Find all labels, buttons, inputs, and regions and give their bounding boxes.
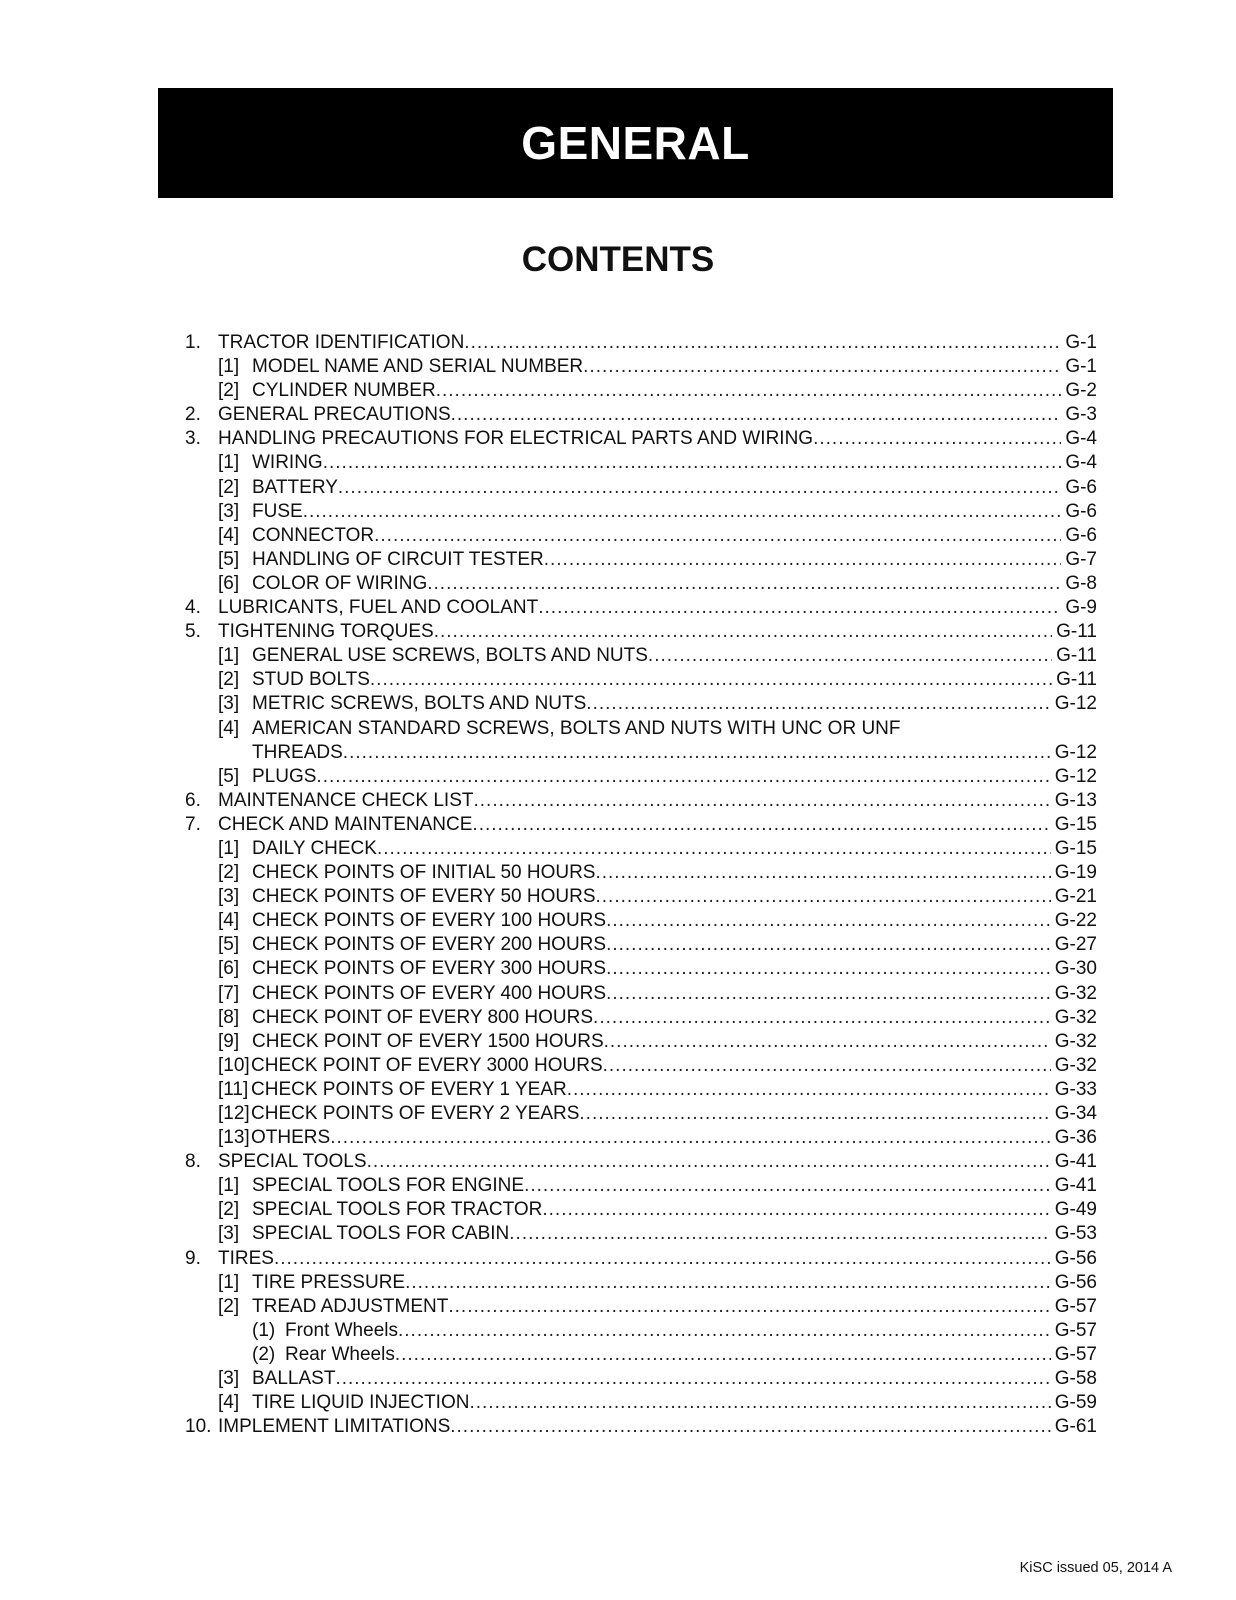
toc-entry-title: BATTERY — [252, 476, 338, 498]
toc-entry-title: SPECIAL TOOLS FOR TRACTOR — [252, 1199, 543, 1221]
toc-entry[interactable] — [185, 596, 1097, 620]
toc-entry-title: OTHERS — [251, 1127, 331, 1149]
toc-entry-number: [2] — [218, 669, 240, 691]
toc-entry-page: G-49 — [1054, 1199, 1097, 1221]
toc-entry[interactable] — [185, 355, 1097, 379]
dot-leader — [450, 1415, 1051, 1439]
table-of-contents — [185, 331, 1097, 1439]
dot-leader — [338, 476, 1061, 500]
toc-entry-number: [1] — [218, 645, 240, 667]
contents-heading: CONTENTS — [521, 240, 715, 279]
dot-leader — [405, 1271, 1051, 1295]
toc-entry-title: GENERAL USE SCREWS, BOLTS AND NUTS — [252, 645, 648, 667]
toc-entry[interactable] — [185, 1367, 1097, 1391]
toc-entry-number: [11] — [218, 1078, 249, 1100]
toc-entry-number: [13] — [218, 1127, 250, 1149]
toc-entry[interactable] — [185, 451, 1097, 475]
dot-leader — [303, 500, 1062, 524]
toc-entry-page: G-13 — [1054, 789, 1097, 811]
toc-entry[interactable] — [185, 933, 1097, 957]
toc-entry-number: 8. — [185, 1151, 201, 1173]
toc-entry-page: G-41 — [1054, 1151, 1097, 1173]
toc-entry-page: G-12 — [1054, 741, 1097, 763]
toc-entry-page: G-57 — [1054, 1319, 1097, 1341]
dot-leader — [398, 1319, 1051, 1343]
toc-entry[interactable] — [185, 741, 1097, 765]
toc-entry-page: G-32 — [1054, 982, 1097, 1004]
toc-entry[interactable] — [185, 885, 1097, 909]
dot-leader — [323, 451, 1062, 475]
toc-entry[interactable] — [185, 644, 1097, 668]
toc-entry-title: Front Wheels — [285, 1319, 398, 1341]
toc-entry-page: G-27 — [1054, 934, 1097, 956]
toc-entry-title: TIRE PRESSURE — [252, 1271, 406, 1293]
toc-entry-title: CONNECTOR — [252, 524, 375, 546]
dot-leader — [367, 1150, 1051, 1174]
dot-leader — [473, 789, 1050, 813]
toc-entry-number: 9. — [185, 1247, 201, 1269]
toc-entry-title: AMERICAN STANDARD SCREWS, BOLTS AND NUTS WITH UNC OR UNF — [252, 717, 901, 739]
toc-entry-page: G-6 — [1065, 476, 1097, 498]
toc-entry-number: [3] — [218, 1368, 240, 1390]
toc-entry-title: LUBRICANTS, FUEL AND COOLANT — [218, 597, 539, 619]
dot-leader — [606, 957, 1051, 981]
toc-entry-title: TIGHTENING TORQUES — [218, 621, 434, 643]
dot-leader — [335, 1367, 1050, 1391]
toc-entry[interactable] — [185, 1030, 1097, 1054]
toc-entry-page: G-41 — [1054, 1175, 1097, 1197]
toc-entry-number: [3] — [218, 693, 240, 715]
toc-entry-page: G-57 — [1054, 1343, 1097, 1365]
toc-entry-title: STUD BOLTS — [252, 669, 370, 691]
toc-entry-page: G-7 — [1065, 548, 1097, 570]
toc-entry-number: [8] — [218, 1006, 240, 1028]
toc-entry[interactable] — [185, 668, 1097, 692]
toc-entry-page: G-2 — [1065, 380, 1097, 402]
toc-entry-page: G-53 — [1054, 1223, 1097, 1245]
toc-entry-title: DAILY CHECK — [252, 837, 377, 859]
dot-leader — [579, 1102, 1050, 1126]
toc-entry[interactable] — [185, 813, 1097, 837]
toc-entry[interactable] — [185, 1222, 1097, 1246]
toc-entry[interactable] — [185, 548, 1097, 572]
dot-leader — [374, 524, 1061, 548]
toc-entry-number: [1] — [218, 452, 240, 474]
toc-entry[interactable] — [185, 909, 1097, 933]
toc-entry[interactable] — [185, 1054, 1097, 1078]
toc-entry[interactable] — [185, 476, 1097, 500]
toc-entry[interactable] — [185, 1126, 1097, 1150]
toc-entry[interactable] — [185, 1174, 1097, 1198]
toc-entry-page: G-4 — [1065, 428, 1097, 450]
toc-entry-number: [3] — [218, 1223, 240, 1245]
toc-entry[interactable] — [185, 572, 1097, 596]
toc-entry-title: CYLINDER NUMBER — [252, 380, 436, 402]
toc-entry-title: THREADS — [252, 741, 343, 763]
toc-entry[interactable] — [185, 1006, 1097, 1030]
toc-entry-page: G-9 — [1065, 597, 1097, 619]
toc-entry-number: 7. — [185, 813, 201, 835]
toc-entry-title: CHECK POINTS OF EVERY 300 HOURS — [252, 958, 607, 980]
toc-entry-title: CHECK POINT OF EVERY 1500 HOURS — [252, 1030, 604, 1052]
toc-entry[interactable] — [185, 1295, 1097, 1319]
toc-entry-title: HANDLING OF CIRCUIT TESTER — [252, 548, 544, 570]
toc-entry-number: [2] — [218, 476, 240, 498]
toc-entry-title: PLUGS — [252, 765, 317, 787]
toc-entry-title: SPECIAL TOOLS — [218, 1151, 367, 1173]
dot-leader — [606, 982, 1051, 1006]
toc-entry[interactable] — [185, 500, 1097, 524]
toc-entry-page: G-12 — [1054, 693, 1097, 715]
toc-entry[interactable] — [185, 427, 1097, 451]
toc-entry-page: G-21 — [1054, 886, 1097, 908]
toc-entry-title: CHECK POINTS OF EVERY 100 HOURS — [252, 910, 607, 932]
dot-leader — [274, 1247, 1051, 1271]
toc-entry-number: [3] — [218, 886, 240, 908]
dot-leader — [567, 1078, 1051, 1102]
toc-entry-page: G-32 — [1054, 1030, 1097, 1052]
toc-entry-page: G-4 — [1065, 452, 1097, 474]
dot-leader — [370, 668, 1052, 692]
dot-leader — [813, 427, 1061, 451]
toc-entry-page: G-1 — [1065, 356, 1097, 378]
dot-leader — [448, 1295, 1050, 1319]
toc-entry-page: G-32 — [1054, 1006, 1097, 1028]
toc-entry-title: TRACTOR IDENTIFICATION — [218, 332, 465, 353]
toc-entry-title: GENERAL PRECAUTIONS — [218, 404, 451, 426]
toc-entry-number: 1. — [185, 332, 201, 353]
toc-entry-number: [6] — [218, 572, 240, 594]
toc-entry-number: [3] — [218, 500, 240, 522]
toc-entry-number: [4] — [218, 910, 240, 932]
toc-entry-page: G-56 — [1054, 1271, 1097, 1293]
toc-entry[interactable] — [185, 331, 1097, 355]
dot-leader — [538, 596, 1061, 620]
toc-entry-title: HANDLING PRECAUTIONS FOR ELECTRICAL PARTS AND WIRING — [218, 428, 814, 450]
toc-entry[interactable] — [185, 1391, 1097, 1415]
dot-leader — [596, 885, 1051, 909]
toc-entry-number: [5] — [218, 934, 240, 956]
toc-entry-number: [4] — [218, 524, 240, 546]
toc-entry-page: G-6 — [1065, 500, 1097, 522]
toc-entry-page: G-57 — [1054, 1295, 1097, 1317]
toc-entry[interactable] — [185, 1415, 1097, 1439]
toc-entry[interactable] — [185, 1271, 1097, 1295]
footer-issue-note: KiSC issued 05, 2014 A — [1019, 1560, 1172, 1576]
toc-entry-page: G-19 — [1054, 862, 1097, 884]
toc-entry-title: SPECIAL TOOLS FOR ENGINE — [252, 1175, 525, 1197]
toc-entry-page: G-56 — [1054, 1247, 1097, 1269]
toc-entry-number: (2) — [252, 1343, 276, 1365]
dot-leader — [395, 1343, 1051, 1367]
dot-leader — [343, 741, 1051, 765]
dot-leader — [377, 837, 1051, 861]
toc-entry-title: Rear Wheels — [285, 1343, 395, 1365]
toc-entry-page: G-1 — [1065, 332, 1097, 353]
toc-entry-number: [1] — [218, 356, 240, 378]
toc-entry-number: [6] — [218, 958, 240, 980]
toc-entry[interactable] — [185, 717, 1097, 741]
dot-leader — [603, 1054, 1051, 1078]
toc-entry-title: CHECK POINTS OF EVERY 400 HOURS — [252, 982, 607, 1004]
toc-entry-number: [2] — [218, 862, 240, 884]
toc-entry-title: CHECK POINTS OF EVERY 50 HOURS — [252, 886, 596, 908]
toc-entry-page: G-34 — [1054, 1103, 1097, 1124]
toc-entry-page: G-32 — [1054, 1054, 1097, 1076]
toc-entry-number: [9] — [218, 1030, 240, 1052]
dot-leader — [542, 1198, 1050, 1222]
toc-entry-page: G-33 — [1054, 1078, 1097, 1100]
toc-entry-number: [5] — [218, 548, 240, 570]
chapter-title: GENERAL — [521, 117, 750, 169]
dot-leader — [316, 765, 1050, 789]
dot-leader — [330, 1126, 1051, 1150]
dot-leader — [524, 1174, 1051, 1198]
toc-entry-page: G-11 — [1056, 621, 1097, 643]
toc-entry-title: FUSE — [252, 500, 303, 522]
dot-leader — [606, 909, 1051, 933]
toc-entry[interactable] — [185, 1319, 1097, 1343]
chapter-banner — [158, 88, 1113, 198]
toc-entry-page: G-11 — [1056, 669, 1097, 691]
toc-entry-title: MAINTENANCE CHECK LIST — [218, 789, 474, 811]
toc-entry-page: G-59 — [1054, 1392, 1097, 1414]
toc-entry-number: 6. — [185, 789, 201, 811]
toc-entry-title: BALLAST — [252, 1368, 336, 1390]
toc-entry-page: G-6 — [1065, 524, 1097, 546]
toc-entry-title: CHECK POINTS OF INITIAL 50 HOURS — [252, 862, 596, 884]
toc-entry-page: G-30 — [1054, 958, 1097, 980]
toc-entry-page: G-15 — [1054, 813, 1097, 835]
toc-entry-title: CHECK POINT OF EVERY 3000 HOURS — [251, 1054, 603, 1076]
dot-leader — [436, 379, 1062, 403]
toc-entry-title: CHECK POINT OF EVERY 800 HOURS — [252, 1006, 594, 1028]
toc-entry-number: [12] — [218, 1103, 250, 1124]
toc-entry-title: TREAD ADJUSTMENT — [252, 1295, 449, 1317]
toc-entry-number: 3. — [185, 428, 201, 450]
dot-leader — [464, 331, 1061, 355]
toc-entry-title: METRIC SCREWS, BOLTS AND NUTS — [252, 693, 587, 715]
toc-entry-number: 5. — [185, 621, 201, 643]
toc-entry-page: G-8 — [1065, 572, 1097, 594]
toc-entry-title: IMPLEMENT LIMITATIONS — [218, 1416, 451, 1438]
toc-entry[interactable] — [185, 620, 1097, 644]
toc-entry-number: 10. — [185, 1416, 212, 1438]
toc-entry-page: G-11 — [1056, 645, 1097, 667]
toc-entry-number: (1) — [252, 1319, 276, 1341]
toc-entry-number: [1] — [218, 1175, 240, 1197]
toc-entry[interactable] — [185, 1078, 1097, 1102]
toc-entry[interactable] — [185, 1102, 1097, 1126]
toc-entry-page: G-61 — [1054, 1416, 1097, 1438]
dot-leader — [451, 403, 1062, 427]
dot-leader — [434, 620, 1052, 644]
toc-entry[interactable] — [185, 524, 1097, 548]
toc-entry[interactable] — [185, 692, 1097, 716]
toc-entry-number: [4] — [218, 717, 240, 739]
toc-entry-page: G-3 — [1065, 404, 1097, 426]
toc-entry-number: [2] — [218, 380, 240, 402]
dot-leader — [544, 548, 1062, 572]
toc-entry[interactable] — [185, 837, 1097, 861]
toc-entry-title: CHECK POINTS OF EVERY 1 YEAR — [251, 1078, 567, 1100]
toc-entry-number: [7] — [218, 982, 240, 1004]
toc-entry-title: TIRES — [218, 1247, 274, 1269]
toc-entry-page: G-58 — [1054, 1368, 1097, 1390]
toc-entry-number: 4. — [185, 597, 201, 619]
toc-entry[interactable] — [185, 1343, 1097, 1367]
dot-leader — [604, 1030, 1051, 1054]
toc-entry-title: CHECK AND MAINTENANCE — [218, 813, 473, 835]
toc-entry[interactable] — [185, 1150, 1097, 1174]
toc-entry-page: G-22 — [1054, 910, 1097, 932]
toc-entry-title: COLOR OF WIRING — [252, 572, 428, 594]
toc-entry-number: [4] — [218, 1392, 240, 1414]
toc-entry[interactable] — [185, 861, 1097, 885]
toc-entry-page: G-15 — [1054, 837, 1097, 859]
dot-leader — [595, 861, 1050, 885]
dot-leader — [606, 933, 1051, 957]
toc-entry-page: G-12 — [1054, 765, 1097, 787]
toc-entry[interactable] — [185, 403, 1097, 427]
dot-leader — [648, 644, 1052, 668]
dot-leader — [472, 813, 1050, 837]
toc-entry-number: [1] — [218, 837, 240, 859]
dot-leader — [469, 1391, 1050, 1415]
dot-leader — [593, 1006, 1051, 1030]
toc-entry[interactable] — [185, 957, 1097, 981]
toc-entry[interactable] — [185, 1198, 1097, 1222]
toc-entry-title: CHECK POINTS OF EVERY 2 YEARS — [251, 1103, 580, 1124]
toc-entry-number: [10] — [218, 1054, 250, 1076]
toc-entry-title: TIRE LIQUID INJECTION — [252, 1392, 470, 1414]
toc-entry[interactable] — [185, 789, 1097, 813]
toc-entry[interactable] — [185, 765, 1097, 789]
dot-leader — [586, 692, 1050, 716]
dot-leader — [583, 355, 1061, 379]
dot-leader — [427, 572, 1061, 596]
toc-entry-title: WIRING — [252, 452, 323, 474]
toc-entry[interactable] — [185, 1247, 1097, 1271]
toc-entry-number: [1] — [218, 1271, 240, 1293]
toc-entry-title: MODEL NAME AND SERIAL NUMBER — [252, 356, 584, 378]
toc-entry-number: [5] — [218, 765, 240, 787]
toc-entry-number: [2] — [218, 1199, 240, 1221]
dot-leader — [509, 1222, 1050, 1246]
toc-entry[interactable] — [185, 982, 1097, 1006]
toc-entry-title: SPECIAL TOOLS FOR CABIN — [252, 1223, 510, 1245]
toc-entry-number: [2] — [218, 1295, 240, 1317]
toc-entry-page: G-36 — [1054, 1127, 1097, 1149]
toc-entry[interactable] — [185, 379, 1097, 403]
toc-entry-title: CHECK POINTS OF EVERY 200 HOURS — [252, 934, 607, 956]
toc-entry-number: 2. — [185, 404, 201, 426]
